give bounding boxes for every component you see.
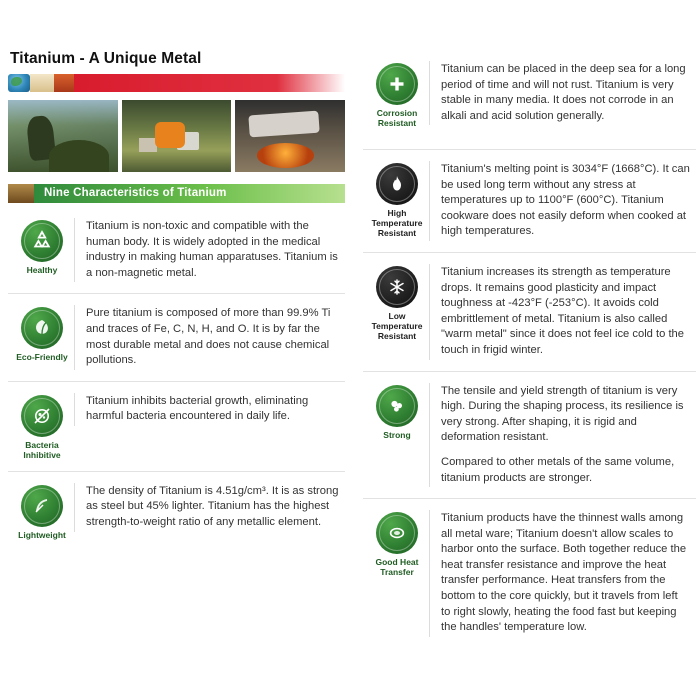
feature-label: Corrosion Resistant <box>376 108 418 128</box>
icon-cell <box>365 161 429 238</box>
feature-bacteria-inhibitive <box>8 382 345 472</box>
right-feature-list <box>363 50 696 648</box>
feature-lightweight <box>8 472 345 558</box>
recycle-triangle-icon <box>21 220 63 262</box>
icon-cell <box>10 218 74 275</box>
globe-icon <box>8 74 30 92</box>
photo-strip <box>8 100 345 172</box>
feature-label: Lightweight <box>18 529 66 540</box>
left-feature-list <box>8 207 345 558</box>
feature-good-heat-transfer <box>363 499 696 648</box>
photo-titanium-pan-over-campfire <box>235 100 345 172</box>
photo-camping-cookware-on-rocks <box>122 100 232 172</box>
icon-cell <box>365 61 429 128</box>
section-heading-bar <box>8 184 345 203</box>
feature-paragraph: Compared to other metals of the same volume, titanium products are stronger. <box>441 455 675 484</box>
bacteria-shield-icon <box>21 395 63 437</box>
flame-icon <box>376 163 418 205</box>
feature-label: Strong <box>383 429 411 440</box>
feature-text <box>74 393 343 426</box>
feature-text <box>429 383 694 488</box>
feature-label: Bacteria Inhibitive <box>23 439 61 460</box>
feature-paragraph: Titanium products have the thinnest walls among all metal ware; Titanium doesn't allow scales to harbor onto the surface. Both together reduce the heat transfer resistance and improve the heat transfer performance. Heat transfers from the bottom to the core quickly, but it travels from left to right slowly, heating the food fast but keeping the handles' temperature low. <box>441 512 687 634</box>
feature-text <box>74 305 343 369</box>
feature-text <box>429 61 694 125</box>
feature-paragraph: Pure titanium is composed of more than 99.9% Ti and traces of Fe, C, N, H, and O. It is by far the most durable metal and does not cause chemical pollutions. <box>86 307 331 367</box>
ore-swatch <box>54 74 74 92</box>
icon-cell <box>10 483 74 540</box>
feature-label: Low Temperature Resistant <box>371 310 423 341</box>
heading-swatch <box>8 184 34 203</box>
feature-paragraph: Titanium increases its strength as temperature drops. It remains good plasticity and impact toughness at -423°F (-253°C). It avoids cold embrittlement of metal. Titanium is also called "warm metal" since it does not feel ice cold to the touch in frigid winter. <box>441 265 684 356</box>
feature-healthy <box>8 207 345 294</box>
feather-lightweight-icon <box>21 485 63 527</box>
feature-text <box>429 161 694 241</box>
red-gradient-bar <box>74 74 345 92</box>
feature-high-temperature-resistant <box>363 150 696 253</box>
feature-corrosion-resistant <box>363 50 696 150</box>
feature-low-temperature-resistant <box>363 253 696 372</box>
feature-paragraph: The density of Titanium is 4.51g/cm³. It is as strong as steel but 45% lighter. Titanium has the highest strength-to-weight ratio of any metallic element. <box>86 484 339 528</box>
feature-label: Eco-Friendly <box>16 352 68 363</box>
feature-text <box>429 264 694 360</box>
leaf-eco-icon <box>21 307 63 349</box>
icon-cell <box>365 383 429 440</box>
feature-strong <box>363 372 696 500</box>
feature-paragraph: Titanium's melting point is 3034°F (1668°C). It can be used long term without any stress at temperatures up to 1100°F (600°C). Titanium cookware does not easily deform when cooked at high temperatures. <box>441 163 690 238</box>
feature-paragraph: Titanium is non-toxic and compatible with the human body. It is widely adopted in the medical industry in making human apparatuses. Titanium is a non-magnetic metal. <box>86 220 338 279</box>
section-heading-label: Nine Characteristics of Titanium <box>34 184 345 203</box>
feature-label: Healthy <box>26 265 58 275</box>
title-decoration-bar <box>8 74 345 92</box>
icon-cell <box>10 393 74 460</box>
feature-eco-friendly <box>8 294 345 381</box>
icon-cell <box>10 305 74 362</box>
feature-paragraph: Titanium inhibits bacterial growth, eliminating harmful bacteria encountered in daily life. <box>86 394 309 423</box>
feature-text <box>74 483 343 532</box>
feature-paragraph: Titanium can be placed in the deep sea for a long period of time and will not rust. Titanium is very stable in many media. It does not corrode in an alkali and acid solution generally. <box>441 63 686 122</box>
feature-text <box>429 510 694 637</box>
feature-label: Good Heat Transfer <box>375 557 419 578</box>
muscle-strong-icon <box>376 385 418 427</box>
right-column <box>355 0 700 700</box>
feature-label: High Temperature Resistant <box>371 208 423 238</box>
feature-text <box>74 218 343 282</box>
photo-hiker-with-backpack-outdoors <box>8 100 118 172</box>
page-title: Titanium - A Unique Metal <box>10 50 202 67</box>
cross-medical-icon <box>376 63 418 105</box>
sand-swatch <box>30 74 54 92</box>
heat-transfer-pan-icon <box>376 512 418 554</box>
snowflake-icon <box>376 266 418 308</box>
icon-cell <box>365 510 429 577</box>
feature-paragraph: The tensile and yield strength of titanium is very high. During the shaping process, its resilience is very strong. After shaping, it is rigid and deformation resistant. <box>441 384 684 444</box>
icon-cell <box>365 264 429 341</box>
